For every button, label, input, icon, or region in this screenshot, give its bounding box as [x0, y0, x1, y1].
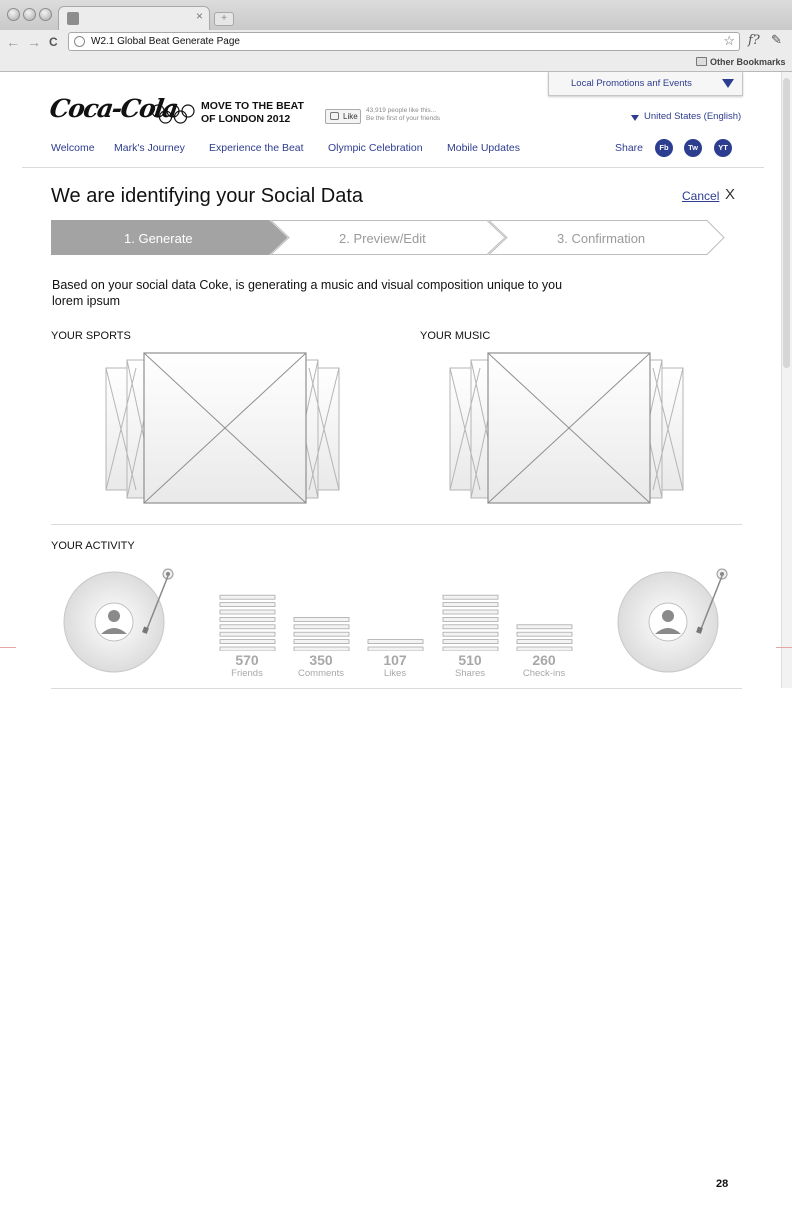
page-number: 28 — [716, 1178, 729, 1190]
header-divider — [22, 167, 764, 168]
minimize-window-icon[interactable] — [23, 8, 36, 21]
activity-bar-segment — [220, 647, 275, 651]
activity-bar-segment — [443, 632, 498, 636]
activity-bar-segment — [220, 632, 275, 636]
stat-value: 350 — [309, 652, 333, 668]
bookmarks-bar — [0, 54, 792, 72]
activity-bar-segment — [517, 625, 572, 629]
globe-icon — [74, 36, 85, 47]
facebook-like-button[interactable] — [325, 109, 361, 124]
nav-mobile-updates[interactable]: Mobile Updates — [447, 142, 520, 154]
activity-bar-segment — [517, 647, 572, 651]
activity-bar-segment — [517, 640, 572, 644]
chevron-down-icon — [722, 79, 734, 88]
page-menu-icon[interactable]: f? — [748, 33, 760, 48]
nav-olympic-celebration[interactable]: Olympic Celebration — [328, 142, 423, 154]
folder-icon — [696, 57, 707, 66]
section-divider — [51, 524, 742, 525]
activity-bar-segment — [220, 617, 275, 621]
turntable-left-icon — [60, 565, 180, 680]
description-text: Based on your social data Coke, is generating a music and visual composition unique to you lorem ipsum — [52, 278, 563, 308]
bookmark-star-icon[interactable]: ☆ — [723, 33, 735, 48]
close-window-icon[interactable] — [7, 8, 20, 21]
promo-dropdown-label: Local Promotions anf Events — [571, 78, 692, 89]
browser-tab[interactable] — [58, 6, 210, 31]
stat-label: Friends — [231, 668, 263, 679]
activity-bar-segment — [443, 640, 498, 644]
browser-toolbar — [0, 30, 792, 54]
scrollbar-thumb[interactable] — [783, 78, 790, 368]
stat-label: Check-ins — [522, 668, 566, 679]
address-text[interactable]: W2.1 Global Beat Generate Page — [91, 36, 240, 47]
wrench-icon[interactable]: ✎ — [771, 33, 782, 48]
activity-bottom-divider — [51, 688, 742, 689]
activity-bar-segment — [294, 640, 349, 644]
activity-bar-segment — [220, 595, 275, 599]
activity-bar-segment — [443, 603, 498, 607]
stat-label: Shares — [454, 668, 486, 679]
tab-close-icon[interactable]: × — [195, 9, 203, 23]
thumbs-up-icon — [330, 112, 339, 120]
like-label: Like — [343, 112, 358, 121]
activity-bar-segment — [220, 640, 275, 644]
browser-tab-strip — [0, 0, 792, 31]
margin-guide-right — [776, 647, 792, 648]
activity-bar-graph — [210, 585, 590, 651]
music-carousel[interactable] — [444, 350, 689, 508]
stat-value: 260 — [532, 652, 556, 668]
like-count-text: 43,919 people like this... — [366, 107, 437, 114]
margin-guide-left — [0, 647, 16, 648]
step-preview-edit-label: 2. Preview/Edit — [339, 231, 426, 246]
stat-value: 570 — [235, 652, 259, 668]
coca-cola-logo[interactable]: Coca-Cola — [47, 94, 180, 123]
stat-value: 107 — [383, 652, 407, 668]
facebook-share-button[interactable]: Fb — [655, 139, 673, 157]
country-chevron-icon — [631, 115, 639, 121]
like-count — [366, 107, 440, 123]
step-confirmation-label: 3. Confirmation — [557, 231, 646, 246]
your-activity-label: YOUR ACTIVITY — [51, 540, 135, 552]
share-label: Share — [615, 142, 644, 154]
like-sub-text: Be the first of your friends — [366, 115, 441, 122]
activity-bar-segment — [294, 632, 349, 636]
activity-bar-segment — [220, 610, 275, 614]
activity-bar-segment — [294, 647, 349, 651]
close-icon[interactable]: X — [725, 186, 736, 203]
activity-bar-segment — [443, 595, 498, 599]
campaign-title — [201, 100, 304, 126]
activity-bar-segment — [220, 625, 275, 629]
reload-icon[interactable]: C — [49, 35, 58, 49]
stat-label: Likes — [383, 668, 407, 679]
sports-carousel[interactable] — [100, 350, 345, 508]
your-sports-label: YOUR SPORTS — [51, 330, 131, 342]
activity-bar-segment — [443, 647, 498, 651]
address-bar[interactable] — [68, 32, 740, 51]
other-bookmarks-link[interactable]: Other Bookmarks — [710, 57, 786, 67]
activity-bar-segment — [443, 625, 498, 629]
local-promotions-dropdown[interactable] — [548, 72, 743, 96]
nav-marks-journey[interactable]: Mark's Journey — [114, 142, 185, 154]
activity-bar-segment — [294, 617, 349, 621]
new-tab-button[interactable]: + — [214, 12, 234, 26]
twitter-share-button[interactable]: Tw — [684, 139, 702, 157]
activity-bar-segment — [443, 617, 498, 621]
nav-experience-the-beat[interactable]: Experience the Beat — [209, 142, 304, 154]
stat-value: 510 — [458, 652, 482, 668]
youtube-share-button[interactable]: YT — [714, 139, 732, 157]
favicon-icon — [67, 12, 79, 25]
activity-bar-segment — [220, 603, 275, 607]
activity-bar-segment — [368, 647, 423, 651]
activity-bar-segment — [368, 640, 423, 644]
campaign-line-2: OF LONDON 2012 — [201, 113, 291, 125]
page-title: We are identifying your Social Data — [51, 185, 364, 207]
cancel-link[interactable]: Cancel — [682, 189, 720, 203]
activity-bar-segment — [294, 625, 349, 629]
activity-bar-segment — [443, 610, 498, 614]
step-generate-label: 1. Generate — [124, 231, 193, 246]
activity-bar-segment — [517, 632, 572, 636]
forward-icon[interactable]: → — [27, 34, 41, 50]
country-selector[interactable]: United States (English) — [644, 111, 742, 122]
stat-label: Comments — [298, 668, 344, 679]
zoom-window-icon[interactable] — [39, 8, 52, 21]
back-icon[interactable]: ← — [6, 34, 20, 50]
olympic-rings-icon — [151, 104, 195, 124]
campaign-line-1: MOVE TO THE BEAT — [201, 100, 304, 112]
turntable-right-icon — [614, 565, 734, 680]
your-music-label: YOUR MUSIC — [420, 330, 491, 342]
nav-welcome[interactable]: Welcome — [51, 142, 95, 154]
